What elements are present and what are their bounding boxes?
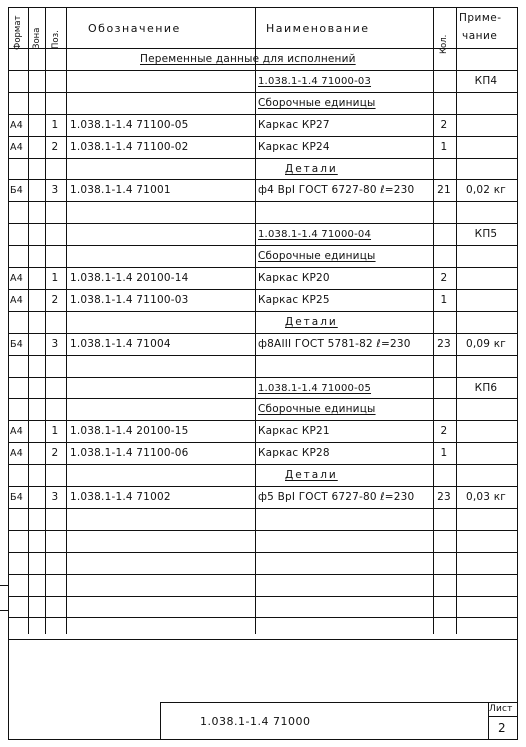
row-note: КП6 (474, 381, 498, 394)
row-line (8, 596, 518, 597)
row-line (8, 398, 518, 399)
row-line (8, 223, 518, 224)
sheet-frame (8, 7, 518, 740)
row-line (8, 201, 518, 202)
row-name: ф4 ВрI ГОСТ 6727-80 ℓ=230 (258, 184, 415, 197)
header-qty: Кол. (439, 34, 449, 54)
row-designation: 1.038.1-1.4 71004 (70, 337, 171, 350)
row-name: Каркас КР24 (258, 140, 330, 153)
row-name: Детали (285, 469, 338, 482)
doc-number: 1.038.1-1.4 71000 (200, 715, 311, 728)
header-name: Наименование (266, 22, 370, 35)
row-line (8, 333, 518, 334)
row-name: Сборочные единицы (258, 403, 376, 416)
row-position: 1 (51, 118, 59, 131)
row-line (8, 420, 518, 421)
row-quantity: 2 (440, 272, 448, 284)
row-designation: 1.038.1-1.4 71002 (70, 491, 171, 503)
row-designation: 1.038.1-1.4 71100-05 (70, 118, 189, 131)
row-line (8, 114, 518, 115)
row-name: Сборочные единицы (258, 250, 376, 263)
row-line (8, 377, 518, 378)
row-line (8, 92, 518, 93)
row-line (8, 486, 518, 487)
row-position: 3 (51, 184, 59, 197)
row-line (8, 530, 518, 531)
row-line (8, 311, 518, 312)
row-name: 1.038.1-1.4 71000-03 (258, 75, 372, 87)
row-format: А4 (10, 119, 23, 131)
row-line (8, 639, 518, 640)
row-designation: 1.038.1-1.4 20100-14 (70, 272, 189, 284)
row-name: Каркас КР20 (258, 272, 330, 284)
row-name: Каркас КР21 (258, 425, 330, 438)
row-format: Б4 (10, 492, 23, 503)
row-quantity: 1 (440, 140, 448, 153)
row-designation: 1.038.1-1.4 20100-15 (70, 425, 189, 438)
row-line (8, 158, 518, 159)
row-line (8, 136, 518, 137)
row-name: Каркас КР28 (258, 447, 330, 460)
row-line (8, 552, 518, 553)
col-line-pos (45, 7, 46, 634)
col-line-zone (28, 7, 29, 634)
row-line (8, 574, 518, 575)
row-line (8, 245, 518, 246)
row-quantity: 2 (440, 118, 448, 131)
row-position: 2 (51, 447, 59, 460)
title-block-sheet-line (488, 716, 518, 717)
row-format: Б4 (10, 338, 23, 350)
row-quantity: 2 (440, 425, 448, 438)
row-format: А4 (10, 273, 23, 284)
row-line (8, 70, 518, 71)
row-quantity: 1 (440, 293, 448, 306)
header-format: Формат (13, 15, 23, 50)
row-quantity: 1 (440, 447, 448, 460)
row-name: Сборочные единицы (258, 96, 376, 109)
row-format: А4 (10, 448, 23, 460)
sheet-number: 2 (498, 721, 506, 735)
row-note: 0,02 кг (466, 184, 506, 197)
row-designation: 1.038.1-1.4 71001 (70, 184, 171, 197)
row-line (8, 617, 518, 618)
header-zone: Зона (32, 27, 42, 49)
row-format: Б4 (10, 185, 23, 197)
header-note-line1: Приме- (459, 12, 502, 24)
row-line (8, 355, 518, 356)
binding-mark (0, 585, 8, 586)
row-note: КП5 (474, 228, 498, 241)
row-line (8, 464, 518, 465)
header-bottom-line (8, 48, 518, 49)
row-line (8, 267, 518, 268)
sheet-label: Лист (489, 704, 513, 714)
row-note: 0,03 кг (466, 491, 506, 503)
row-quantity: 21 (437, 184, 451, 197)
row-name: ф5 ВрI ГОСТ 6727-80 ℓ=230 (258, 491, 415, 503)
col-line-designation (66, 7, 67, 634)
header-designation: Обозначение (88, 22, 181, 35)
row-position: 3 (51, 337, 59, 350)
header-note-line2: чание (462, 30, 498, 42)
row-position: 2 (51, 140, 59, 153)
row-designation: 1.038.1-1.4 71100-06 (70, 447, 189, 460)
row-format: А4 (10, 141, 23, 153)
row-name: 1.038.1-1.4 71000-05 (258, 382, 372, 394)
row-designation: 1.038.1-1.4 71100-03 (70, 293, 189, 306)
row-line (8, 442, 518, 443)
row-name: Переменные данные для исполнений (140, 53, 356, 65)
row-position: 2 (51, 293, 59, 306)
header-pos: Поз. (51, 30, 61, 49)
row-position: 1 (51, 425, 59, 438)
row-name: ф8АIII ГОСТ 5781-82 ℓ=230 (258, 337, 411, 350)
row-quantity: 23 (437, 491, 451, 503)
row-name: Каркас КР27 (258, 118, 330, 131)
row-name: Детали (285, 162, 338, 175)
binding-mark (0, 610, 8, 611)
row-note: 0,09 кг (466, 337, 506, 350)
row-quantity: 23 (437, 337, 451, 350)
row-name: Детали (285, 315, 338, 328)
row-name: Каркас КР25 (258, 293, 330, 306)
row-name: 1.038.1-1.4 71000-04 (258, 229, 372, 241)
row-line (8, 289, 518, 290)
row-position: 1 (51, 272, 59, 284)
row-note: КП4 (474, 74, 498, 87)
row-line (8, 508, 518, 509)
row-format: А4 (10, 426, 23, 438)
col-line-name (255, 7, 256, 634)
row-designation: 1.038.1-1.4 71100-02 (70, 140, 189, 153)
row-line (8, 179, 518, 180)
row-format: А4 (10, 294, 23, 306)
row-position: 3 (51, 491, 59, 503)
